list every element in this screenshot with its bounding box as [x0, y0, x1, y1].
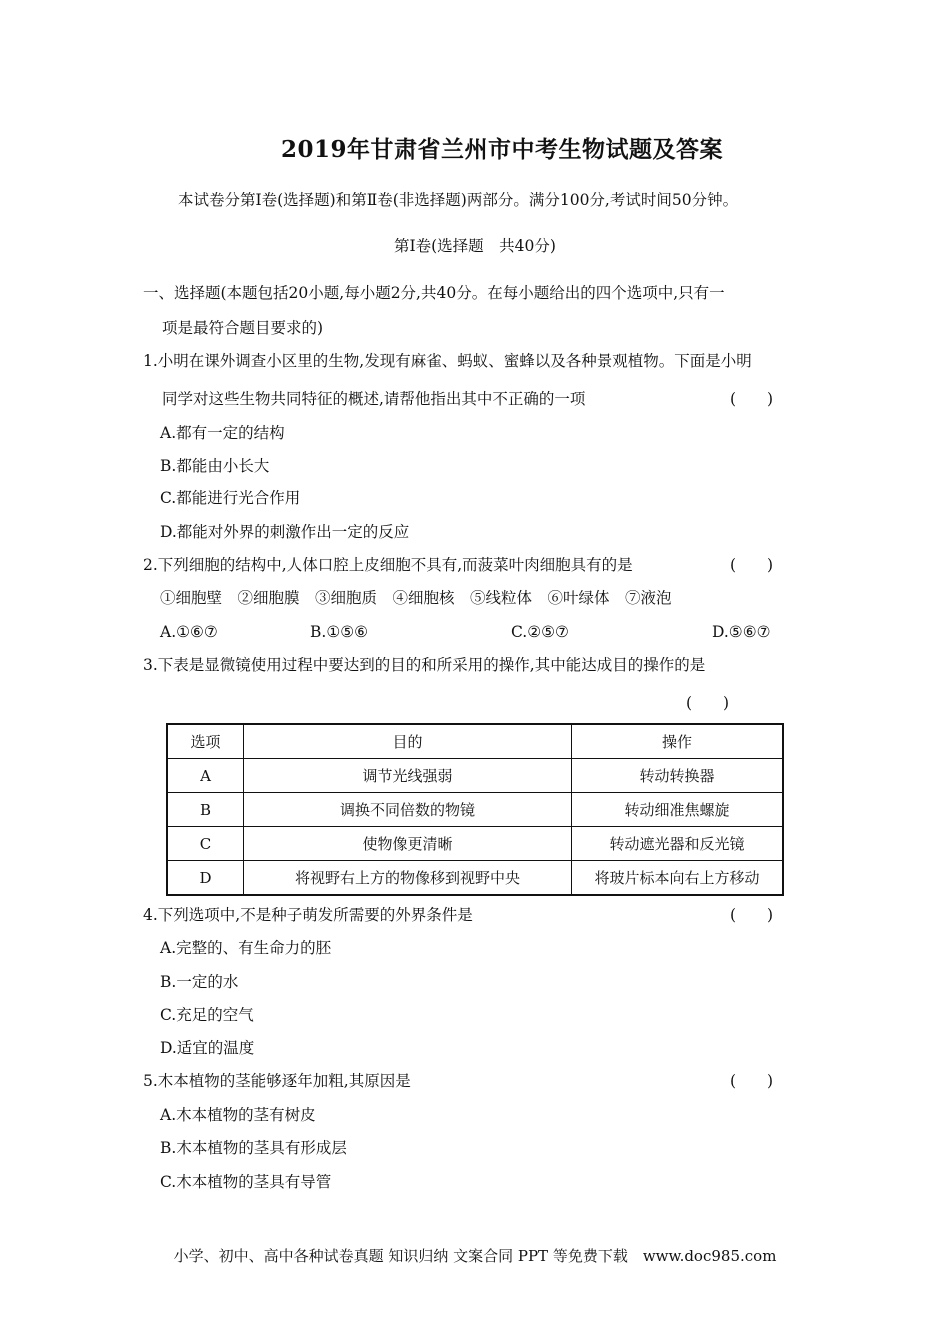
row-operation: 将玻片标本向右上方移动: [571, 861, 783, 896]
q3-answer-paren: ( ): [686, 694, 730, 712]
row-purpose: 调换不同倍数的物镜: [244, 793, 572, 827]
table-row: [167, 861, 783, 896]
row-option: B: [167, 793, 244, 827]
q1-option-a: A.都有一定的结构: [160, 424, 285, 442]
q5-option-c: C.木本植物的茎具有导管: [160, 1173, 332, 1191]
q1-answer-paren: ( ): [730, 390, 774, 408]
exam-title: 2019年甘肃省兰州市中考生物试题及答案: [280, 136, 723, 163]
q4-answer-paren: ( ): [730, 906, 774, 924]
microscope-table: [166, 723, 784, 896]
row-operation: 转动转换器: [571, 759, 783, 793]
part-one-line-2: 项是最符合题目要求的): [162, 319, 324, 337]
q2-option-c: C.②⑤⑦: [511, 623, 569, 641]
q2-stem: 2.下列细胞的结构中,人体口腔上皮细胞不具有,而菠菜叶肉细胞具有的是: [143, 556, 633, 574]
q4-option-d: D.适宜的温度: [160, 1039, 255, 1057]
row-option: D: [167, 861, 244, 896]
q1-stem-line-1: 1.小明在课外调查小区里的生物,发现有麻雀、蚂蚁、蜜蜂以及各种景观植物。下面是小明: [143, 352, 752, 370]
header-option: 选项: [167, 724, 244, 759]
header-operation: 操作: [571, 724, 783, 759]
q5-answer-paren: ( ): [730, 1072, 774, 1090]
header-purpose: 目的: [244, 724, 572, 759]
q1-option-c: C.都能进行光合作用: [160, 489, 301, 507]
part-one-line-1: 一、选择题(本题包括20小题,每小题2分,共40分。在每小题给出的四个选项中,只有一: [143, 284, 725, 302]
row-option: A: [167, 759, 244, 793]
q4-option-a: A.完整的、有生命力的胚: [160, 939, 332, 957]
row-purpose: 将视野右上方的物像移到视野中央: [244, 861, 572, 896]
q4-option-c: C.充足的空气: [160, 1006, 254, 1024]
q5-stem: 5.木本植物的茎能够逐年加粗,其原因是: [143, 1072, 411, 1090]
q2-option-b: B.①⑤⑥: [310, 623, 369, 641]
q4-option-b: B.一定的水: [160, 973, 239, 991]
table-row: [167, 827, 783, 861]
section-heading: 第Ⅰ卷(选择题 共40分): [394, 237, 556, 255]
q5-option-b: B.木本植物的茎具有形成层: [160, 1139, 347, 1157]
q1-option-d: D.都能对外界的刺激作出一定的反应: [160, 523, 410, 541]
q5-option-a: A.木本植物的茎有树皮: [160, 1106, 316, 1124]
page-footer: 小学、初中、高中各种试卷真题 知识归纳 文案合同 PPT 等免费下载 www.doc985.com: [173, 1247, 777, 1265]
row-operation: 转动细准焦螺旋: [571, 793, 783, 827]
q1-option-b: B.都能由小长大: [160, 457, 270, 475]
q2-structures: ①细胞壁 ②细胞膜 ③细胞质 ④细胞核 ⑤线粒体 ⑥叶绿体 ⑦液泡: [160, 589, 672, 607]
q1-stem-line-2: 同学对这些生物共同特征的概述,请帮他指出其中不正确的一项: [162, 390, 586, 408]
table-row: [167, 793, 783, 827]
q3-stem: 3.下表是显微镜使用过程中要达到的目的和所采用的操作,其中能达成目的操作的是: [143, 656, 706, 674]
exam-intro: 本试卷分第Ⅰ卷(选择题)和第Ⅱ卷(非选择题)两部分。满分100分,考试时间50分钟。: [178, 191, 739, 209]
q4-stem: 4.下列选项中,不是种子萌发所需要的外界条件是: [143, 906, 473, 924]
row-purpose: 调节光线强弱: [244, 759, 572, 793]
table-header-row: [167, 724, 783, 759]
q2-option-d: D.⑤⑥⑦: [712, 623, 771, 641]
row-option: C: [167, 827, 244, 861]
row-purpose: 使物像更清晰: [244, 827, 572, 861]
row-operation: 转动遮光器和反光镜: [571, 827, 783, 861]
table-row: [167, 759, 783, 793]
q2-option-a: A.①⑥⑦: [160, 623, 218, 641]
q2-answer-paren: ( ): [730, 556, 774, 574]
